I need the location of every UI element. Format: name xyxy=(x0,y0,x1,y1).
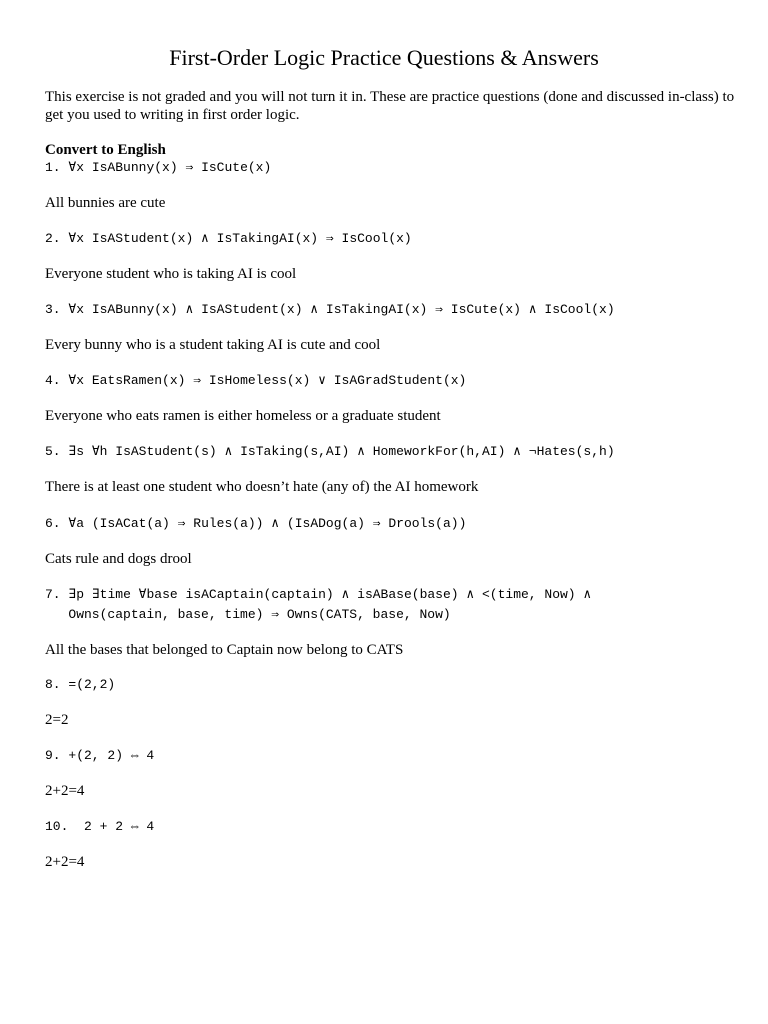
question-6-formula: 6. ∀a (IsACat(a) ⇒ Rules(a)) ∧ (IsADog(a) ⇒ Drools(a)) xyxy=(45,516,467,531)
question-1-formula: 1. ∀x IsABunny(x) ⇒ IsCute(x) xyxy=(45,160,272,175)
question-6-answer: Cats rule and dogs drool xyxy=(45,551,192,567)
question-9-formula: 9. +(2, 2) ⇔ 4 xyxy=(45,748,155,763)
question-5-formula: 5. ∃s ∀h IsAStudent(s) ∧ IsTaking(s,AI) ∧ HomeworkFor(h,AI) ∧ ¬Hates(s,h) xyxy=(45,444,615,459)
question-8-answer: 2=2 xyxy=(45,712,69,728)
question-10-answer: 2+2=4 xyxy=(45,854,85,870)
question-7-formula: 7. ∃p ∃time ∀base isACaptain(captain) ∧ isABase(base) ∧ <(time, Now) ∧ xyxy=(45,587,592,602)
question-3-answer: Every bunny who is a student taking AI is cute and cool xyxy=(45,337,381,353)
question-5-answer: There is at least one student who doesn’t hate (any of) the AI homework xyxy=(45,479,479,495)
question-8-formula: 8. =(2,2) xyxy=(45,677,116,692)
question-4-answer: Everyone who eats ramen is either homeless or a graduate student xyxy=(45,408,441,424)
question-2-formula: 2. ∀x IsAStudent(x) ∧ IsTakingAI(x) ⇒ IsCool(x) xyxy=(45,231,412,246)
question-7-formula-continued: Owns(captain, base, time) ⇒ Owns(CATS, base, Now) xyxy=(45,607,451,622)
question-3-formula: 3. ∀x IsABunny(x) ∧ IsAStudent(x) ∧ IsTakingAI(x) ⇒ IsCute(x) ∧ IsCool(x) xyxy=(45,302,615,317)
question-4-formula: 4. ∀x EatsRamen(x) ⇒ IsHomeless(x) ∨ IsAGradStudent(x) xyxy=(45,373,467,388)
intro-paragraph: This exercise is not graded and you will not turn it in. These are practice questions (done and discussed in-class) to get you used to writing in first order logic. xyxy=(45,89,735,123)
question-7-answer: All the bases that belonged to Captain now belong to CATS xyxy=(45,642,404,658)
section-heading: Convert to English xyxy=(45,142,166,158)
question-9-answer: 2+2=4 xyxy=(45,783,85,799)
page-title: First-Order Logic Practice Questions & Answers xyxy=(169,45,599,70)
question-10-formula: 10. 2 + 2 ⇔ 4 xyxy=(45,819,155,834)
question-2-answer: Everyone student who is taking AI is cool xyxy=(45,266,297,282)
question-1-answer: All bunnies are cute xyxy=(45,195,166,211)
